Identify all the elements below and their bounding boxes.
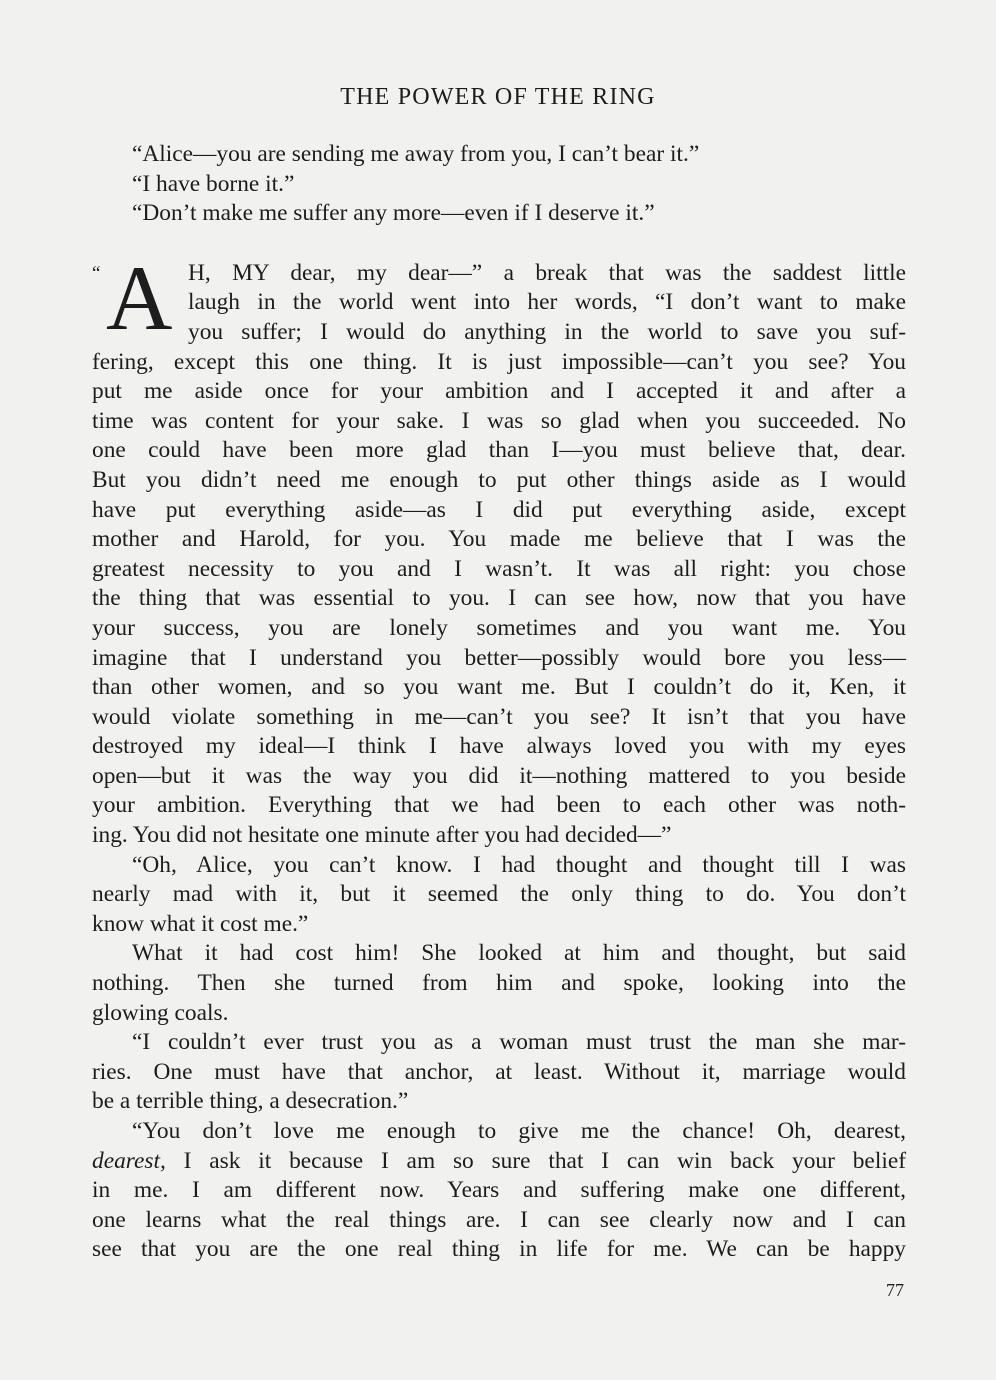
text-line: see that you are the one real thing in life for me. We can be happy bbox=[92, 1236, 906, 1263]
text-fragment: I ask it because I am so sure that I can win back your belief bbox=[165, 1147, 906, 1174]
paragraph bbox=[92, 851, 906, 940]
text-line: time was content for your sake. I was so glad when you succeeded. No bbox=[92, 407, 906, 434]
drop-cap-open-quote: “ bbox=[92, 262, 101, 284]
text-line: open—but it was the way you did it—nothing mattered to you beside bbox=[92, 762, 906, 789]
drop-cap-letter: A bbox=[106, 246, 173, 349]
text-line: one learns what the real things are. I can see clearly now and I can bbox=[92, 1206, 906, 1233]
text-line: nothing. Then she turned from him and spoke, looking into the bbox=[92, 970, 906, 997]
text-line: would violate something in me—can’t you see? It isn’t that you have bbox=[92, 703, 906, 730]
text-line: you suffer; I would do anything in the world to save you suf- bbox=[188, 318, 906, 345]
paragraph bbox=[92, 1028, 906, 1117]
text-line: fering, except this one thing. It is just impossible—can’t you see? You bbox=[92, 348, 906, 375]
text-line: But you didn’t need me enough to put other things aside as I would bbox=[92, 466, 906, 493]
text-line: H, MY dear, my dear—” a break that was the saddest little bbox=[188, 259, 906, 286]
paragraph bbox=[92, 348, 906, 851]
text-line: ries. One must have that anchor, at least. Without it, marriage would bbox=[92, 1058, 906, 1085]
paragraph bbox=[92, 1117, 906, 1265]
text-line: than other women, and so you want me. But I couldn’t do it, Ken, it bbox=[92, 674, 906, 701]
text-line: be a terrible thing, a desecration.” bbox=[92, 1088, 409, 1115]
text-line: destroyed my ideal—I think I have always loved you with my eyes bbox=[92, 733, 906, 760]
text-line: the thing that was essential to you. I can see how, now that you have bbox=[92, 585, 906, 612]
text-line: mother and Harold, for you. You made me believe that I was the bbox=[92, 526, 906, 553]
text-line: put me aside once for your ambition and I accepted it and after a bbox=[92, 378, 906, 405]
text-line: laugh in the world went into her words, “I don’t want to make bbox=[188, 289, 906, 316]
dialog-line: “Alice—you are sending me away from you, I can’t bear it.” bbox=[132, 141, 700, 167]
text-line: in me. I am different now. Years and suffering make one different, bbox=[92, 1177, 906, 1204]
text-line: know what it cost me.” bbox=[92, 910, 309, 937]
text-line: “Oh, Alice, you can’t know. I had thought and thought till I was bbox=[132, 851, 906, 878]
text-line: “You don’t love me enough to give me the chance! Oh, dearest, bbox=[132, 1118, 906, 1144]
text-line: imagine that I understand you better—possibly would bore you less— bbox=[92, 644, 906, 671]
text-line bbox=[92, 1147, 906, 1177]
dialog-line: “I have borne it.” bbox=[132, 170, 295, 197]
text-line: your ambition. Everything that we had been to each other was noth- bbox=[92, 792, 906, 819]
page-body bbox=[92, 140, 906, 1265]
text-line: glowing coals. bbox=[92, 999, 229, 1026]
paragraph bbox=[92, 939, 906, 1028]
text-line: ing. You did not hesitate one minute after you had decided—” bbox=[92, 822, 672, 849]
page-number: 77 bbox=[886, 1280, 904, 1300]
text-line: have put everything aside—as I did put everything aside, except bbox=[92, 496, 906, 523]
text-line: “I couldn’t ever trust you as a woman must trust the man she mar- bbox=[132, 1029, 906, 1056]
text-line: What it had cost him! She looked at him and thought, but said bbox=[132, 940, 906, 967]
running-head: THE POWER OF THE RING bbox=[340, 84, 656, 110]
text-line: one could have been more glad than I—you must believe that, dear. bbox=[92, 437, 906, 464]
text-line: nearly mad with it, but it seemed the only thing to do. You don’t bbox=[92, 881, 906, 908]
drop-cap-block bbox=[92, 246, 906, 349]
text-line: your success, you are lonely sometimes and you want me. You bbox=[92, 614, 906, 641]
italic-word: dearest, bbox=[92, 1147, 166, 1174]
dialog-line: “Don’t make me suffer any more—even if I deserve it.” bbox=[132, 200, 655, 227]
text-line: greatest necessity to you and I wasn’t. It was all right: you chose bbox=[92, 555, 906, 582]
